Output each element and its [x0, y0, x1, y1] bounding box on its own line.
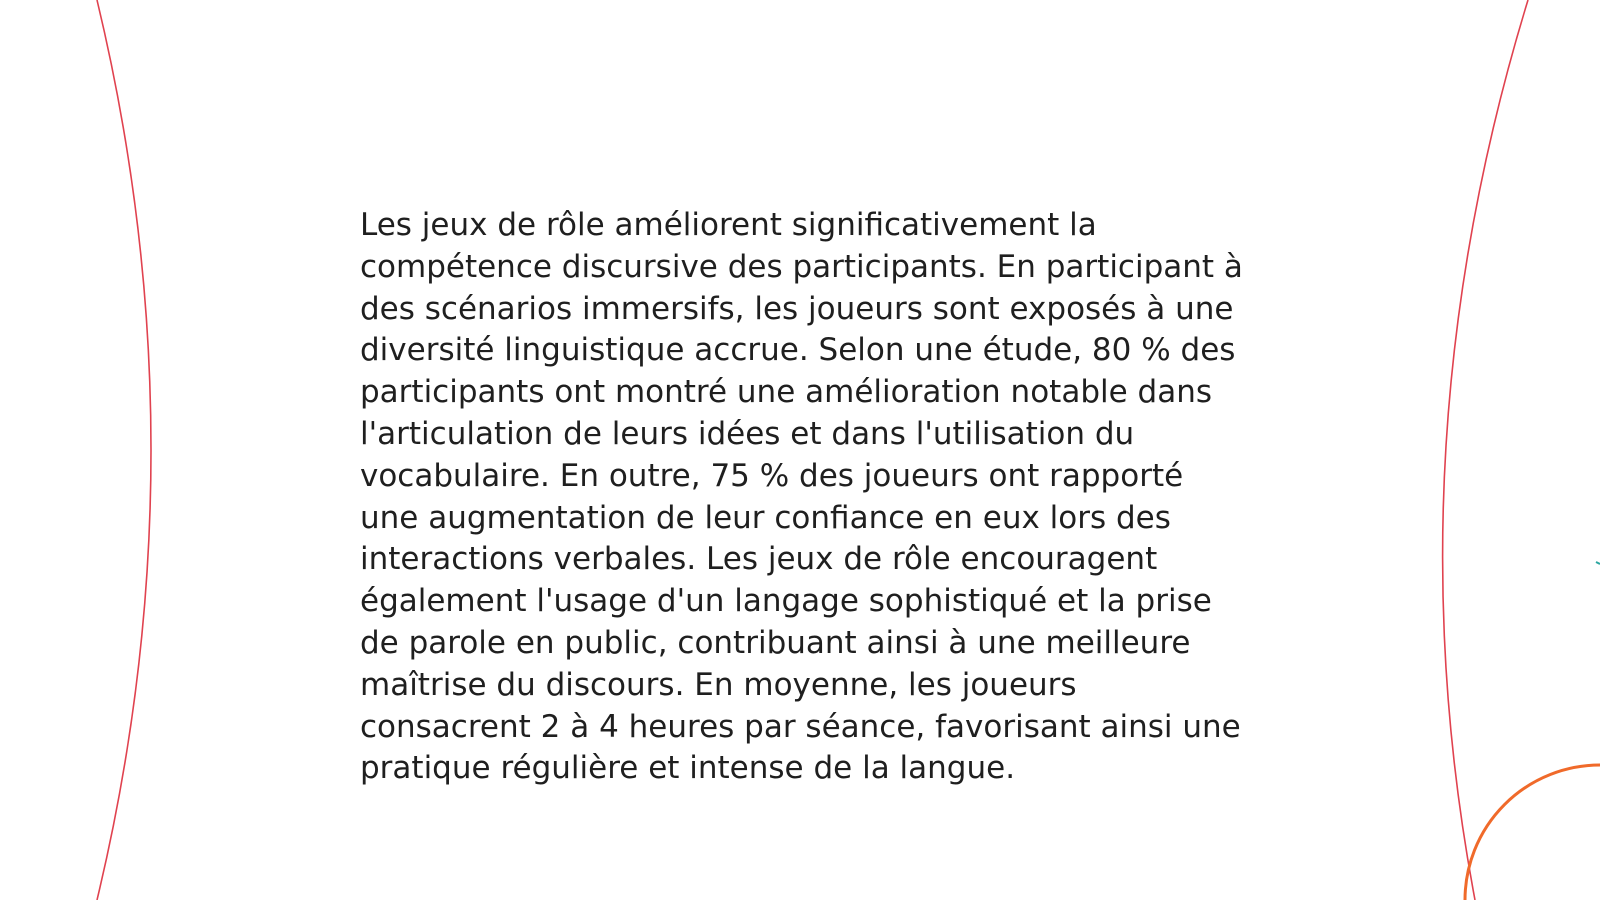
teal-mark-shape	[1596, 562, 1600, 564]
left-curve-line	[97, 0, 151, 900]
right-curve-line	[1443, 0, 1528, 900]
body-paragraph: Les jeux de rôle améliorent significativement la compétence discursive des participants. En participant à des scénarios immersifs, les joueurs sont exposés à une diversité linguistique accrue. Selon une étude, 80 % des participants ont montré une amélioration notable dans l'articulation de leurs idées et dans l'utilisation du vocabulaire. En outre, 75 % des joueurs ont rapporté une augmentation de leur confiance en eux lors des interactions verbales. Les jeux de rôle encouragent également l'usage d'un langage sophistiqué et la prise de parole en public, contribuant ainsi à une meilleure maîtrise du discours. En moyenne, les joueurs consacrent 2 à 4 heures par séance, favorisant ainsi une pratique régulière et intense de la langue.	[360, 207, 1243, 787]
orange-circle-shape	[1465, 765, 1600, 900]
